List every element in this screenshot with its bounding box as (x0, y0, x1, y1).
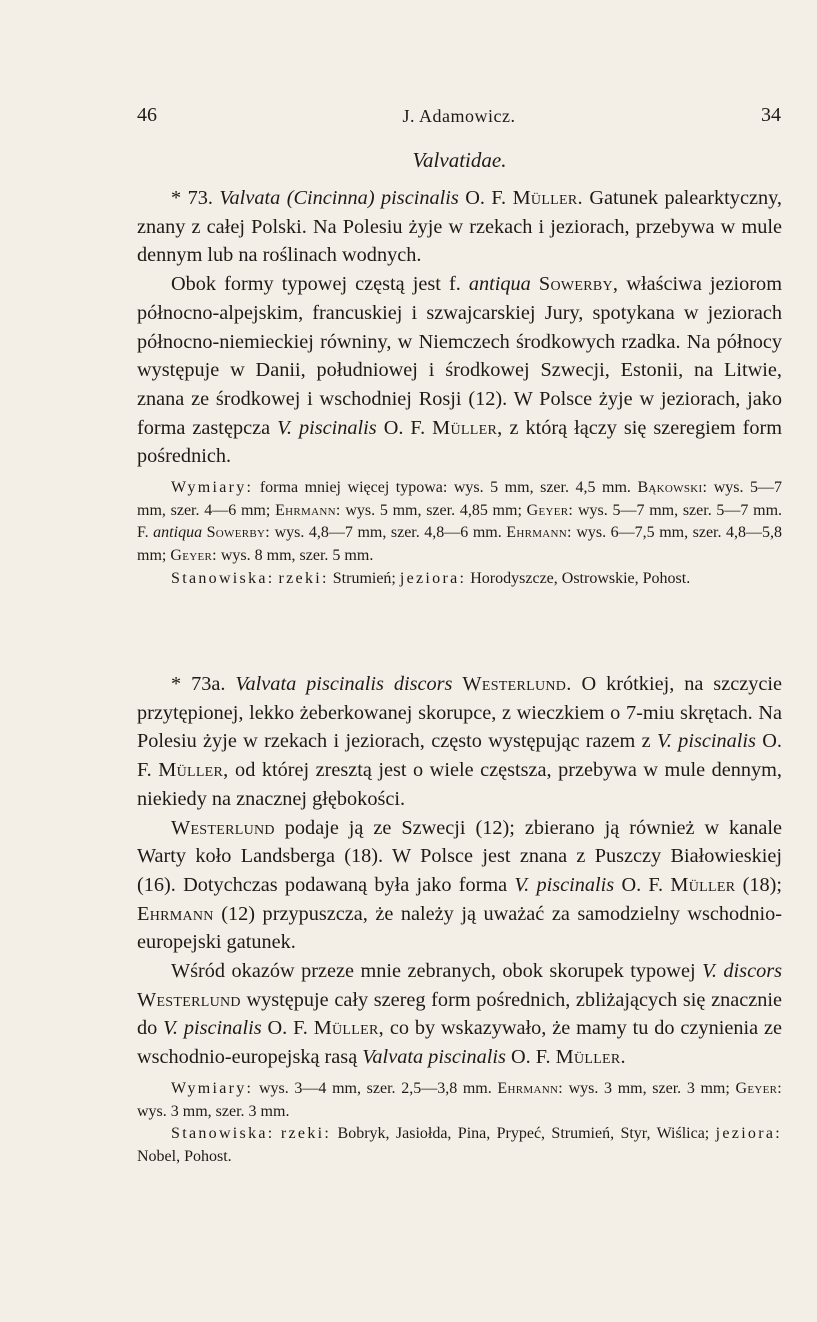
page-number-right: 34 (761, 104, 781, 126)
species-73-localities: Stanowiska: rzeki: Strumień; jeziora: Horodyszcze, Ostrowskie, Pohost. (171, 569, 691, 587)
species-73a-dimensions: Wymiary: wys. 3—4 mm, szer. 2,5—3,8 mm. Ehrmann: wys. 3 mm, szer. 3 mm; Geyer: wys. 3 mm, szer. 3 mm. (137, 1079, 783, 1120)
species-73a-localities: Stanowiska: rzeki: Bobryk, Jasiołda, Pina, Prypeć, Strumień, Styr, Wiślica; jeziora: Nobel, Pohost. (137, 1125, 783, 1165)
running-head: J. Adamowicz. (402, 106, 516, 126)
species-73a-distribution: Westerlund podaje ją ze Szwecji (12); zbierano ją również w kanale Warty koło Landsberga (18). W Polsce jest znana z Puszczy Białowieskiej (16). Dotychczas podawaną była jako forma V. piscinalis O. F. Müller (18); Ehrmann (12) przypuszcza, że należy ją uważać za samodzielny wschodnio-europejski gatunek. (137, 816, 783, 954)
species-73-forms: Obok formy typowej częstą jest f. antiqua Sowerby, właściwa jeziorom północno-alpejskim, francuskiej i szwajcarskiej Jury, spotykana w jeziorach północno-niemieckiej równiny, w Niemczech środkowych rzadka. Na północy występuje w Danii, południowej i środkowej Szwecji, Estonii, na Litwie, znana ze środkowej i wschodniej Rosji (12). W Polsce żyje w jeziorach, jako forma zastępcza V. piscinalis O. F. Müller, z którą łączy się szeregiem form pośrednich. (137, 273, 783, 468)
species-73a-entry (137, 670, 782, 1169)
species-73a-remarks: Wśród okazów przeze mnie zebranych, obok skorupek typowej V. discors Westerlund występuje cały szereg form pośrednich, zbliżających się znacznie do V. piscinalis O. F. Müller, co by wskazywało, że mamy tu do czynienia ze wschodnio-europejską rasą Valvata piscinalis O. F. Müller. (137, 960, 783, 1069)
species-73-entry (137, 184, 782, 591)
section-title: Valvatidae. (412, 148, 507, 172)
page-number-left: 46 (137, 104, 157, 126)
species-73-intro: * 73. Valvata (Cincinna) piscinalis O. F. Müller. Gatunek palearktyczny, znany z całej Polski. Na Polesiu żyje w rzekach i jeziorach, przebywa w mule dennym lub na roślinach wodnych. (137, 187, 782, 267)
page-header (137, 104, 781, 134)
species-73a-intro: * 73a. Valvata piscinalis discors Westerlund. O krótkiej, na szczycie przytępionej, lekko żeberkowanej skorupce, z wieczkiem o 7-miu skrętach. Na Polesiu żyje w rzekach i jeziorach, często występując razem z V. piscinalis O. F. Müller, od której zresztą jest o wiele częstsza, przebywa w mule dennym, niekiedy na znacznej głębokości. (137, 673, 782, 810)
species-73-dimensions: Wymiary: forma mniej więcej typowa: wys. 5 mm, szer. 4,5 mm. Bąkowski: wys. 5—7 mm, szer. 4—6 mm; Ehrmann: wys. 5 mm, szer. 4,85 mm; Geyer: wys. 5—7 mm, szer. 5—7 mm. F. antiqua Sowerby: wys. 4,8—7 mm, szer. 4,8—6 mm. Ehrmann: wys. 6—7,5 mm, szer. 4,8—5,8 mm; Geyer: wys. 8 mm, szer. 5 mm. (137, 479, 783, 565)
